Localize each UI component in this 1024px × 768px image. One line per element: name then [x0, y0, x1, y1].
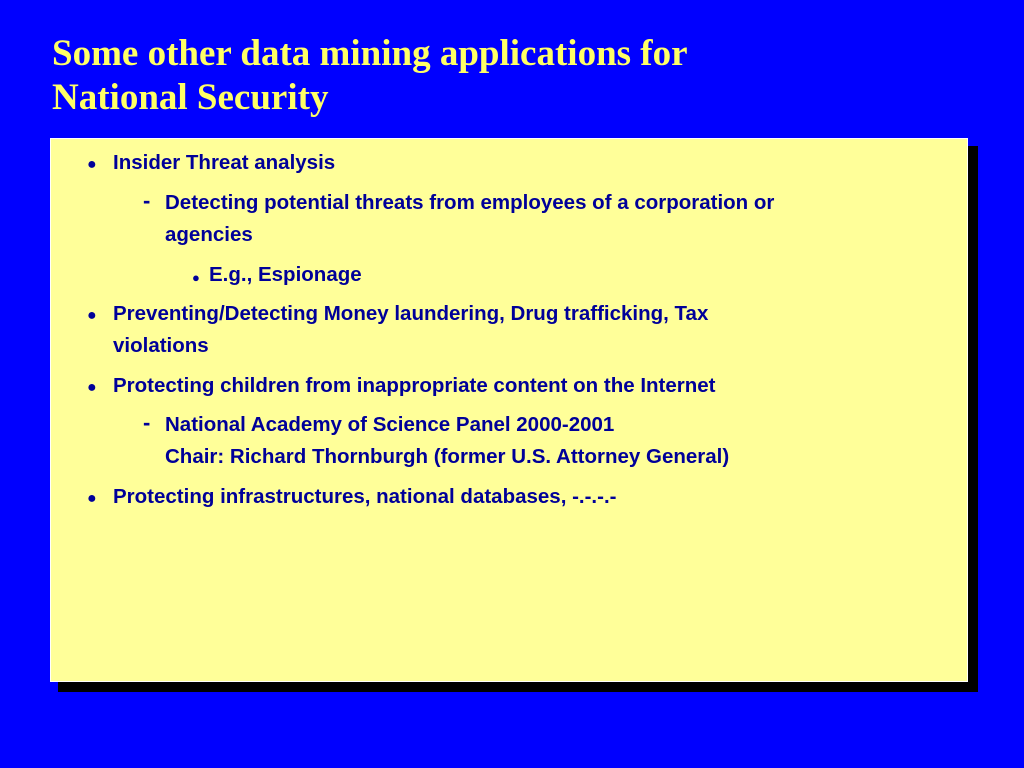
bullet-marker-4: ● [87, 490, 97, 507]
subsub-marker-1-1-1: ● [192, 270, 200, 285]
bullet-2-line-2: violations [113, 334, 209, 357]
sub-marker-3-1: - [143, 410, 151, 435]
subsub-bullet-1-1-1-line-1: E.g., Espionage [209, 263, 362, 286]
bullet-3-line-1: Protecting children from inappropriate content on the Internet [113, 374, 716, 397]
title-line-1: Some other data mining applications for [52, 33, 688, 74]
bullet-2-line-1: Preventing/Detecting Money laundering, Drug trafficking, Tax [113, 302, 709, 325]
sub-bullet-3-1 [165, 409, 729, 473]
bullet-1-line-1: Insider Threat analysis [113, 151, 336, 174]
bullet-2 [113, 298, 708, 362]
bullet-marker-1: ● [87, 156, 97, 173]
sub-marker-1-1: - [143, 188, 151, 213]
bullet-4 [113, 481, 616, 513]
sub-bullet-3-1-line-2: Chair: Richard Thornburgh (former U.S. Attorney General) [165, 445, 730, 468]
bullet-3 [113, 370, 716, 402]
sub-bullet-1-1 [165, 187, 774, 251]
subsub-bullet-1-1-1 [209, 259, 362, 291]
title-line-2: National Security [52, 77, 329, 118]
slide-title [52, 32, 952, 120]
bullet-4-line-1: Protecting infrastructures, national databases, -.-.-.- [113, 485, 617, 508]
sub-bullet-1-1-line-2: agencies [165, 223, 253, 246]
content-box [50, 138, 968, 682]
sub-bullet-1-1-line-1: Detecting potential threats from employees of a corporation or [165, 191, 775, 214]
bullet-marker-2: ● [87, 307, 97, 324]
bullet-1 [113, 147, 335, 179]
bullet-marker-3: ● [87, 379, 97, 396]
sub-bullet-3-1-line-1: National Academy of Science Panel 2000-2001 [165, 413, 615, 436]
